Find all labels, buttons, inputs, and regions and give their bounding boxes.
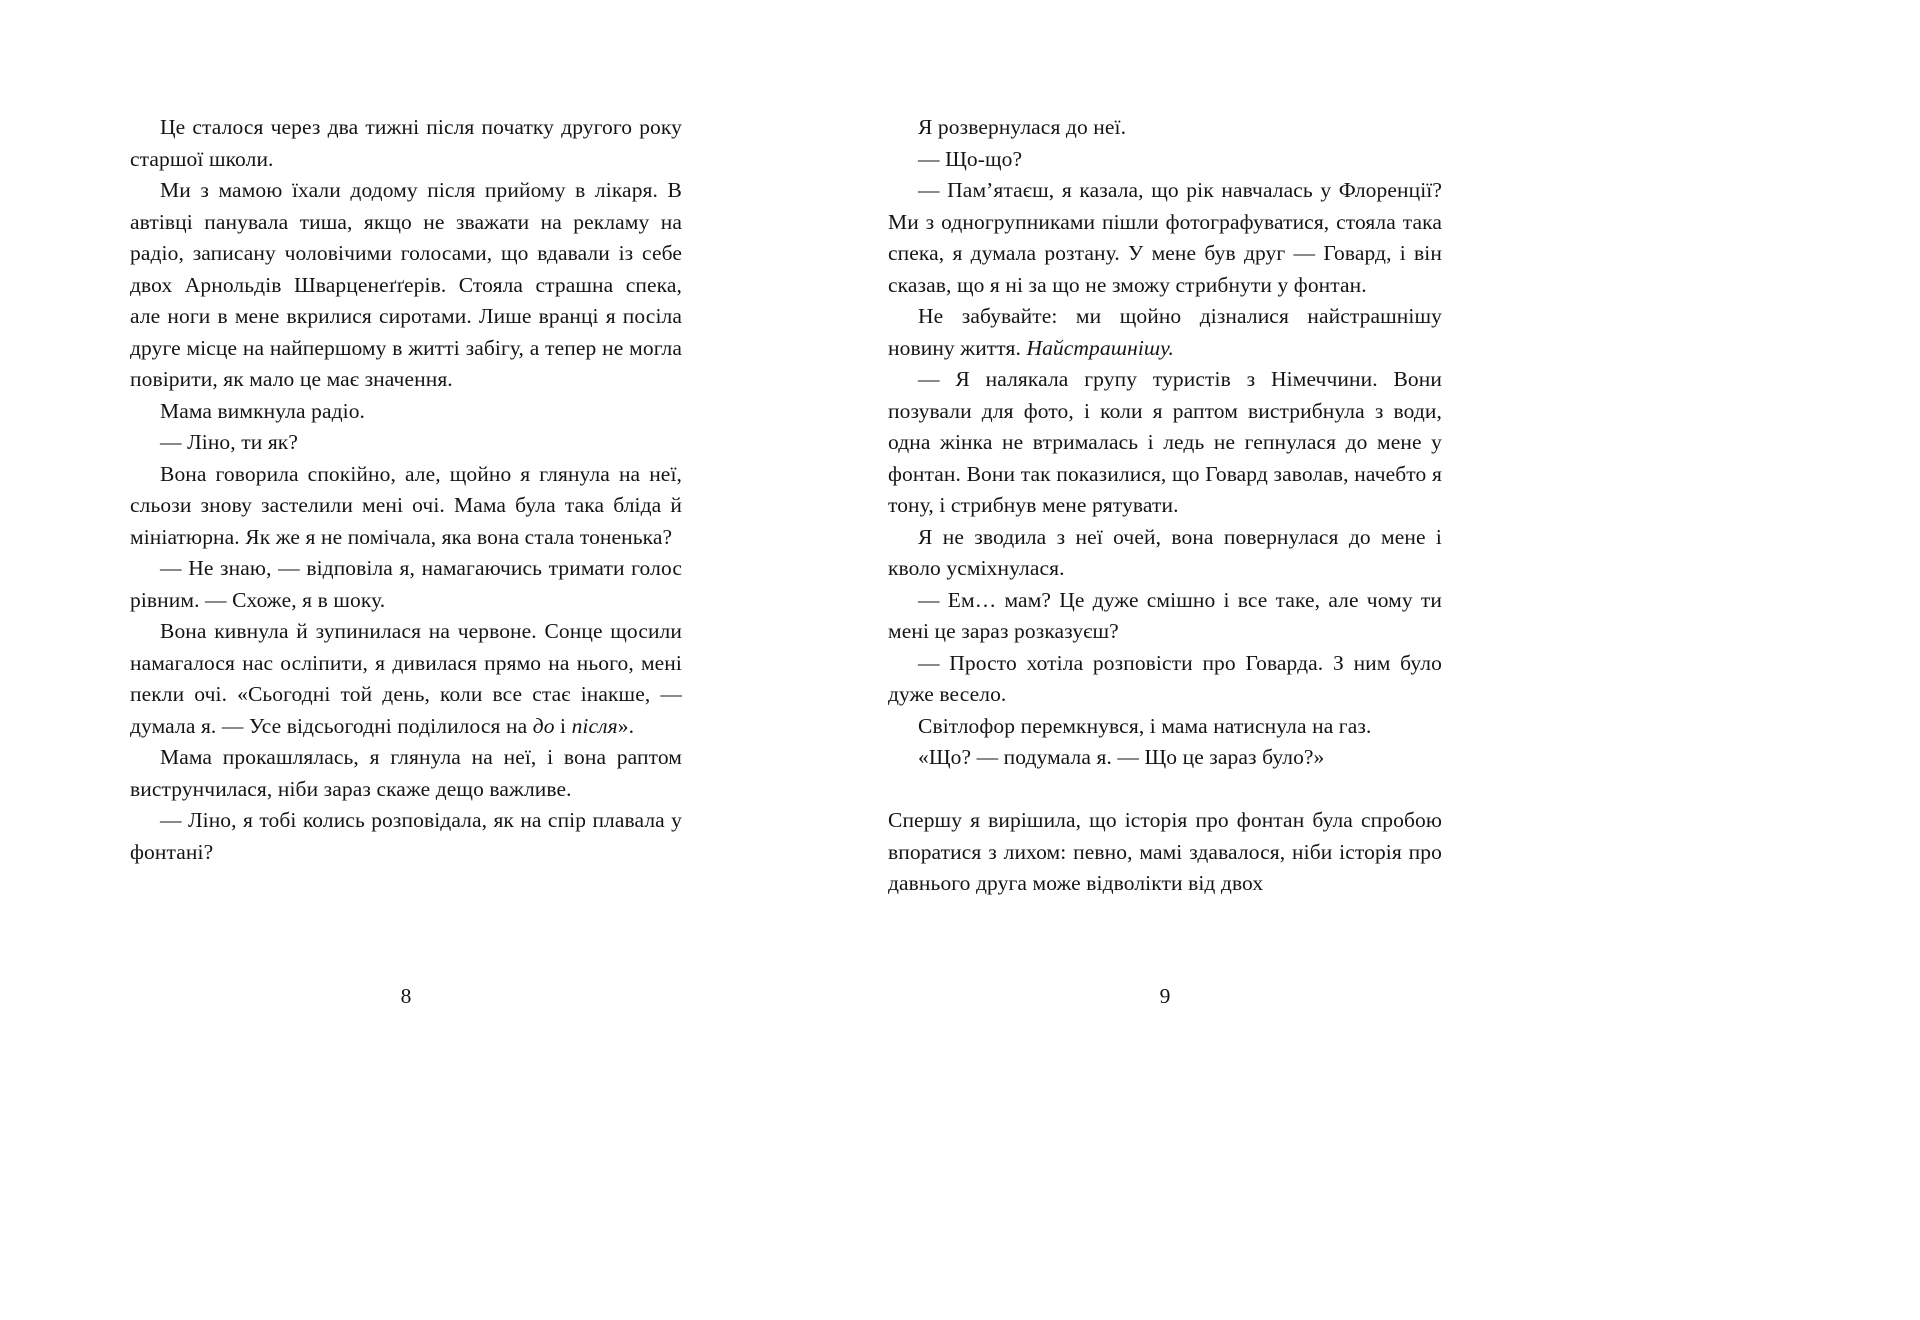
paragraph	[888, 711, 1442, 743]
paragraph	[888, 175, 1442, 301]
paragraph	[130, 742, 682, 805]
text-run: — Що-що?	[918, 146, 1023, 171]
paragraph	[888, 522, 1442, 585]
paragraph	[130, 396, 682, 428]
page-left	[130, 112, 682, 1212]
page-right	[888, 112, 1442, 1212]
italic-text-run: Найстрашнішу.	[1026, 335, 1175, 360]
text-run: Я розвернулася до неї.	[918, 115, 1127, 139]
text-run: — Ліно, я тобі колись розповідала, як на спір плавала у фонтані?	[130, 808, 682, 864]
text-run: Спершу я вирішила, що історія про фонтан була спробою впоратися з лихом: певно, мамі здавалося, ніби історія про давнього друга може відволікти від двох	[888, 808, 1442, 895]
text-run: Я не зводила з неї очей, вона повернулася до мене і кволо усміхнулася.	[888, 524, 1442, 580]
italic-text-run: до	[532, 713, 555, 738]
paragraph	[888, 364, 1442, 522]
page-number-left: 8	[400, 984, 412, 1008]
text-run: — Не знаю, — відповіла я, намагаючись тримати голос рівним. — Схоже, я в шоку.	[130, 556, 682, 612]
paragraph	[130, 805, 682, 868]
paragraph	[888, 112, 1442, 144]
paragraph	[888, 144, 1442, 176]
paragraph	[130, 459, 682, 554]
text-run: — Я налякала групу туристів з Німеччини. Вони позували для фото, і коли я раптом вистрибнула з води, одна жінка не втрималась і ледь не гепнулася до мене у фонтан. Вони так показилися, що Говард заволав, начебто я тону, і стрибнув мене рятувати.	[888, 367, 1442, 517]
text-run: ».	[617, 713, 635, 738]
text-run: Вона говорила спокійно, але, щойно я глянула на неї, сльози знову застелили мені очі. Мама була така бліда й мініатюрна. Як же я не помічала, яка вона стала тоненька?	[130, 461, 682, 549]
paragraph	[888, 805, 1442, 900]
text-run: Мама вимкнула радіо.	[160, 398, 366, 423]
text-run: — Ем… мам? Це дуже смішно і все таке, але чому ти мені це зараз розказуєш?	[888, 587, 1442, 643]
text-run: Вона кивнула й зупинилася на червоне. Сонце щосили намагалося нас осліпити, я дивилася прямо на нього, мені пекли очі. «Сьогодні той день, коли все стає інакше, — думала я. — Усе відсьогодні поділилося на	[130, 619, 682, 738]
paragraph	[888, 585, 1442, 648]
paragraph	[130, 553, 682, 616]
text-run: Світлофор перемкнувся, і мама натиснула на газ.	[918, 713, 1372, 738]
text-run: Це сталося через два тижні після початку другого року старшої школи.	[130, 115, 682, 171]
page-left-text	[130, 112, 682, 868]
text-run: — Ліно, ти як?	[160, 430, 298, 454]
text-run: — Просто хотіла розповісти про Говарда. З ним було дуже весело.	[888, 650, 1442, 706]
text-run: «Що? — подумала я. — Що це зараз було?»	[918, 745, 1325, 769]
paragraph	[130, 112, 682, 175]
text-run: і	[554, 713, 572, 738]
paragraph	[888, 648, 1442, 711]
italic-text-run: після	[571, 713, 618, 738]
paragraph	[130, 427, 682, 459]
text-run: Ми з мамою їхали додому після прийому в лікаря. В автівці панувала тиша, якщо не зважати на рекламу на радіо, записану чоловічими голосами, що вдавали із себе двох Арнольдів Шварценеґґерів. Стояла страшна спека, але ноги в мене вкрилися сиротами. Лише вранці я посіла друге місце на найпершому в житті забігу, а тепер не могла повірити, як мало це має значення.	[130, 178, 682, 391]
paragraph	[130, 616, 682, 742]
text-run: Мама прокашлялась, я глянула на неї, і вона раптом виструнчилася, ніби зараз скаже дещо важливе.	[130, 745, 682, 801]
page-right-text	[888, 112, 1442, 900]
text-run: Не забувайте: ми щойно дізналися найстрашнішу новину життя.	[888, 304, 1442, 360]
paragraph	[130, 175, 682, 396]
paragraph	[888, 301, 1442, 364]
text-run: — Памʼятаєш, я казала, що рік навчалась у Флоренції? Ми з одногрупниками пішли фотографуватися, стояла така спека, я думала розтану. У мене був друг — Говард, і він сказав, що я ні за що не зможу стрибнути у фонтан.	[888, 178, 1442, 297]
paragraph	[888, 742, 1442, 774]
page-number-right: 9	[1159, 984, 1171, 1008]
